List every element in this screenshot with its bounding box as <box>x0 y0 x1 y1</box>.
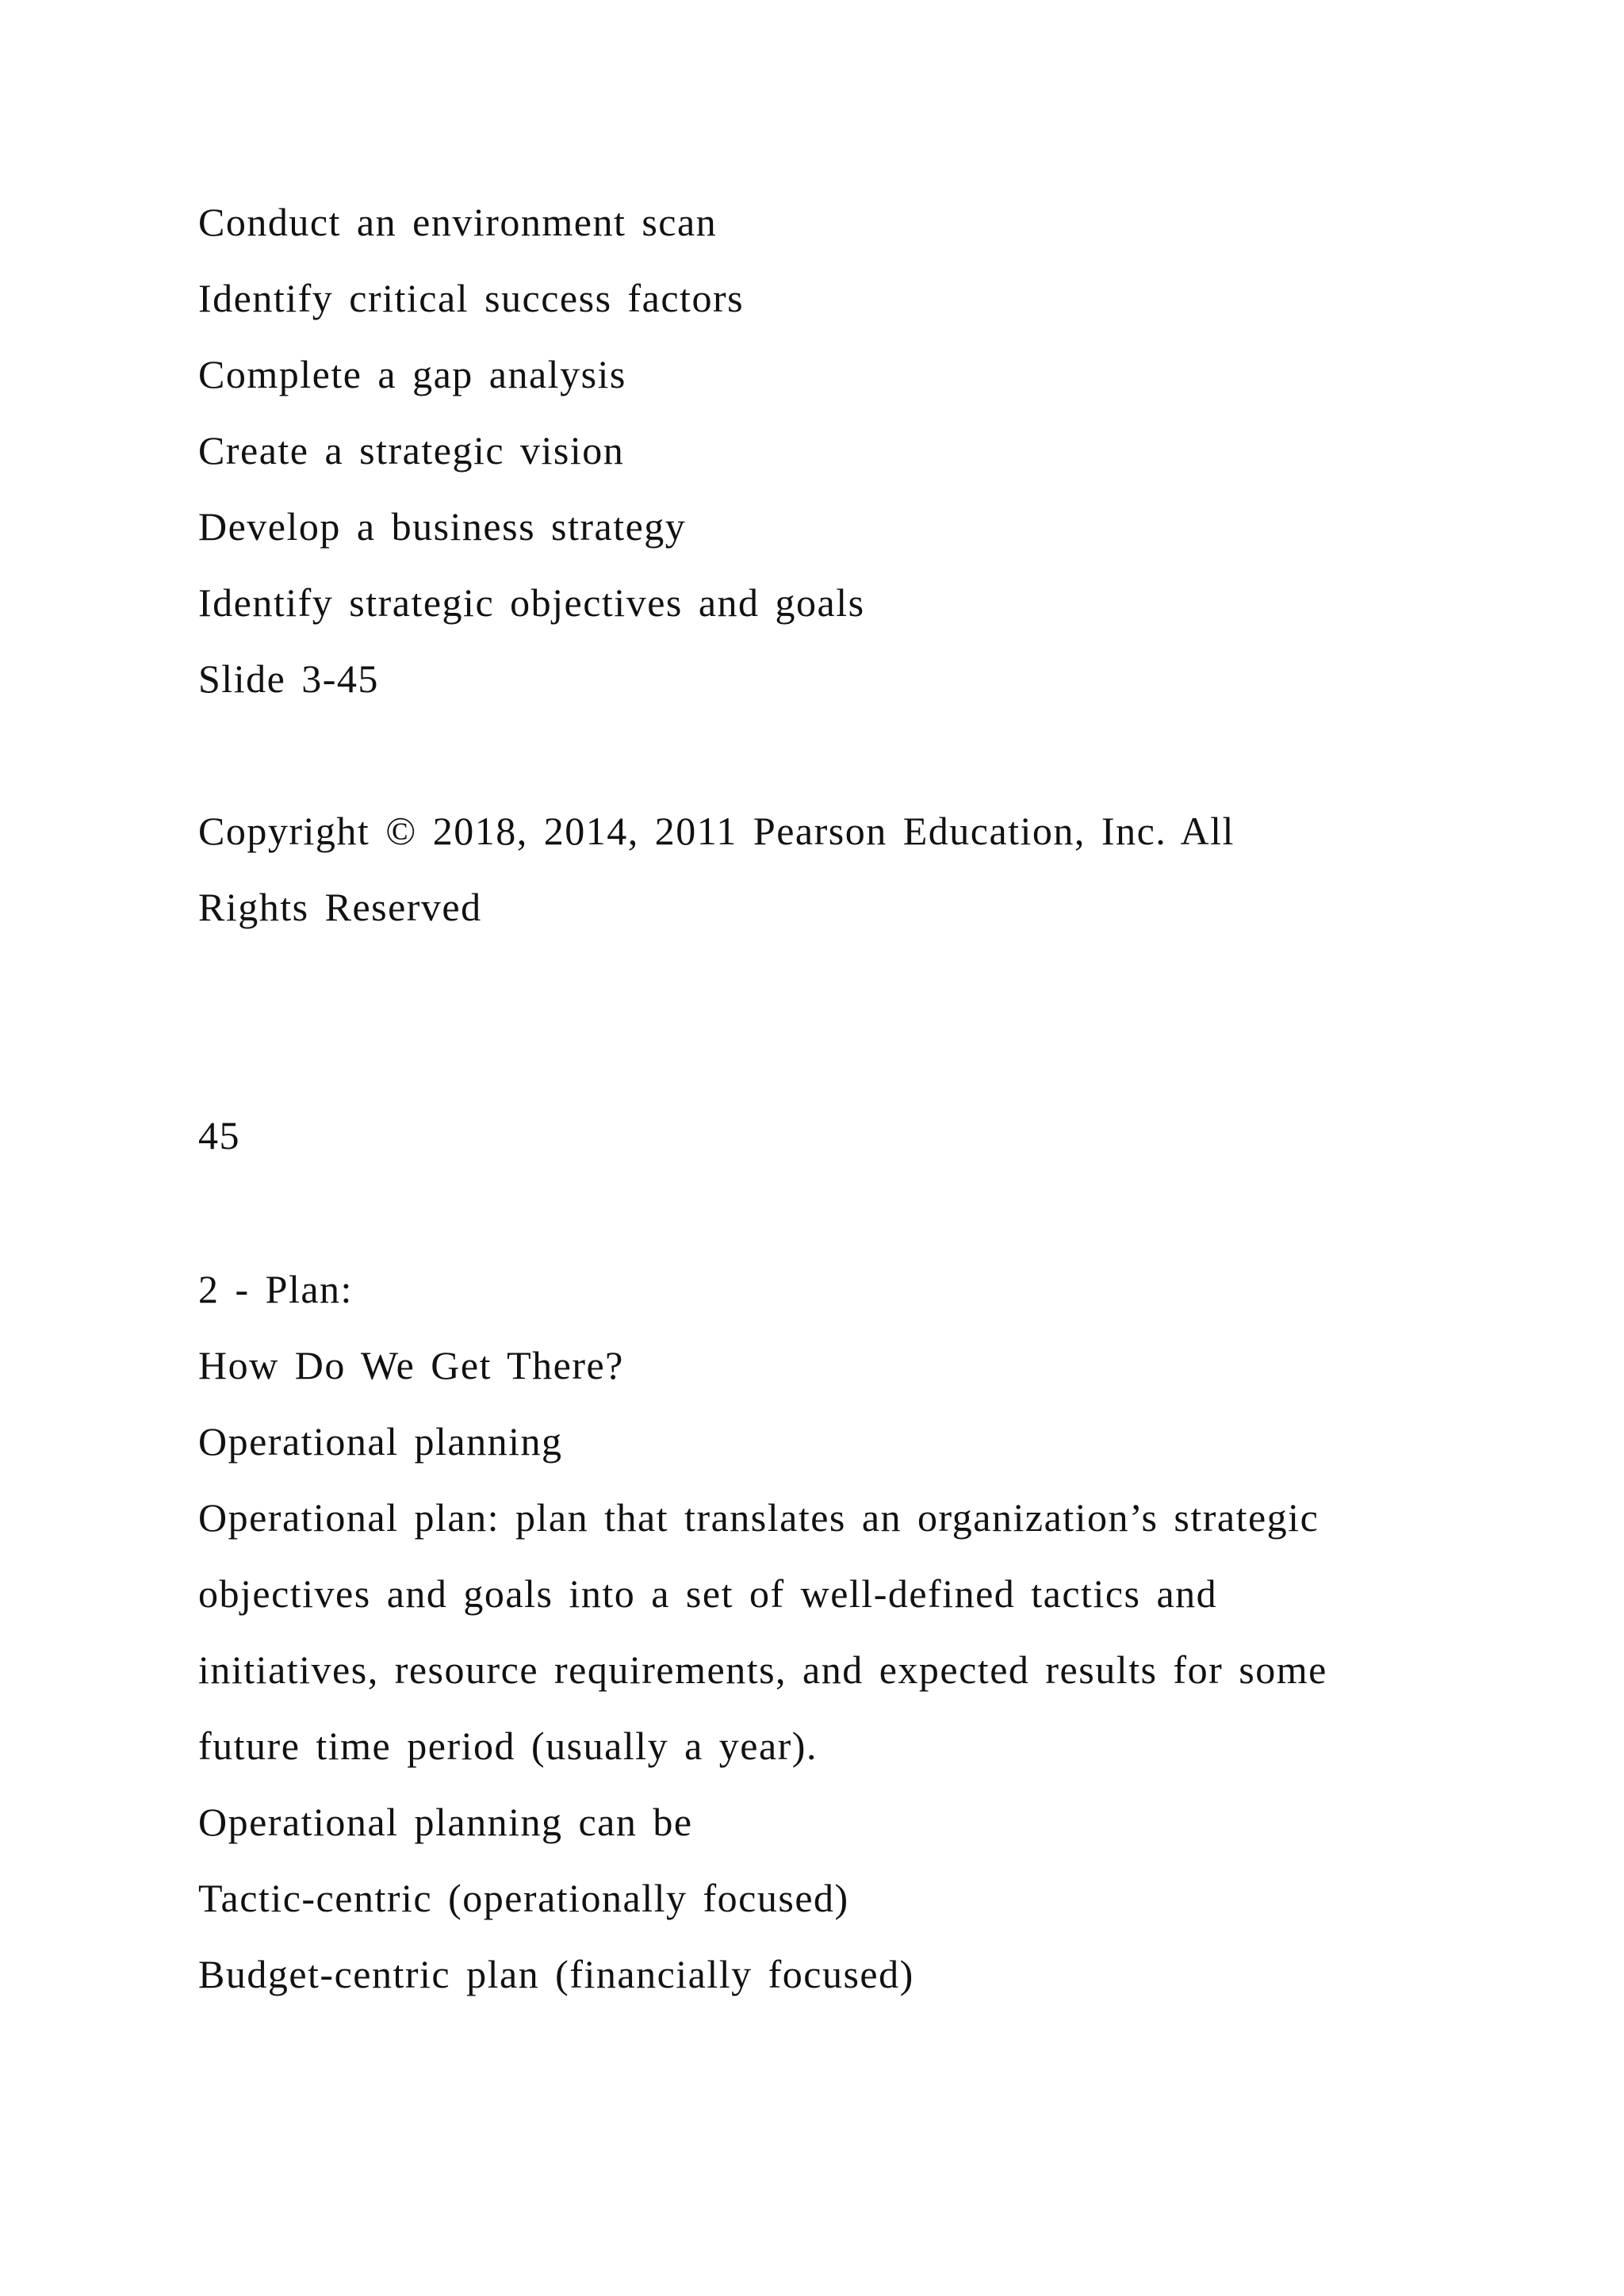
copyright-line: Copyright © 2018, 2014, 2011 Pearson Education, Inc. All <box>198 809 1235 853</box>
list-item: Create a strategic vision <box>198 428 625 473</box>
page-number: 45 <box>198 1113 240 1158</box>
definition-line: initiatives, resource requirements, and expected results for some <box>198 1647 1327 1692</box>
definition-line: Operational plan: plan that translates an organization’s strategic <box>198 1495 1320 1540</box>
list-item: Develop a business strategy <box>198 504 687 549</box>
copyright-line: Rights Reserved <box>198 885 482 929</box>
section-heading: How Do We Get There? <box>198 1343 624 1387</box>
topic-title: Operational planning <box>198 1419 563 1464</box>
list-item: Identify strategic objectives and goals <box>198 580 865 625</box>
list-item: Budget-centric plan (financially focused) <box>198 1952 914 1996</box>
list-item: Identify critical success factors <box>198 276 745 320</box>
slide-label: Slide 3-45 <box>198 656 379 701</box>
section-heading: 2 - Plan: <box>198 1267 353 1311</box>
list-item: Tactic-centric (operationally focused) <box>198 1876 849 1920</box>
definition-line: future time period (usually a year). <box>198 1724 818 1768</box>
list-item: Conduct an environment scan <box>198 200 718 244</box>
types-intro: Operational planning can be <box>198 1800 693 1844</box>
list-item: Complete a gap analysis <box>198 352 626 396</box>
definition-line: objectives and goals into a set of well-defined tactics and <box>198 1571 1218 1616</box>
